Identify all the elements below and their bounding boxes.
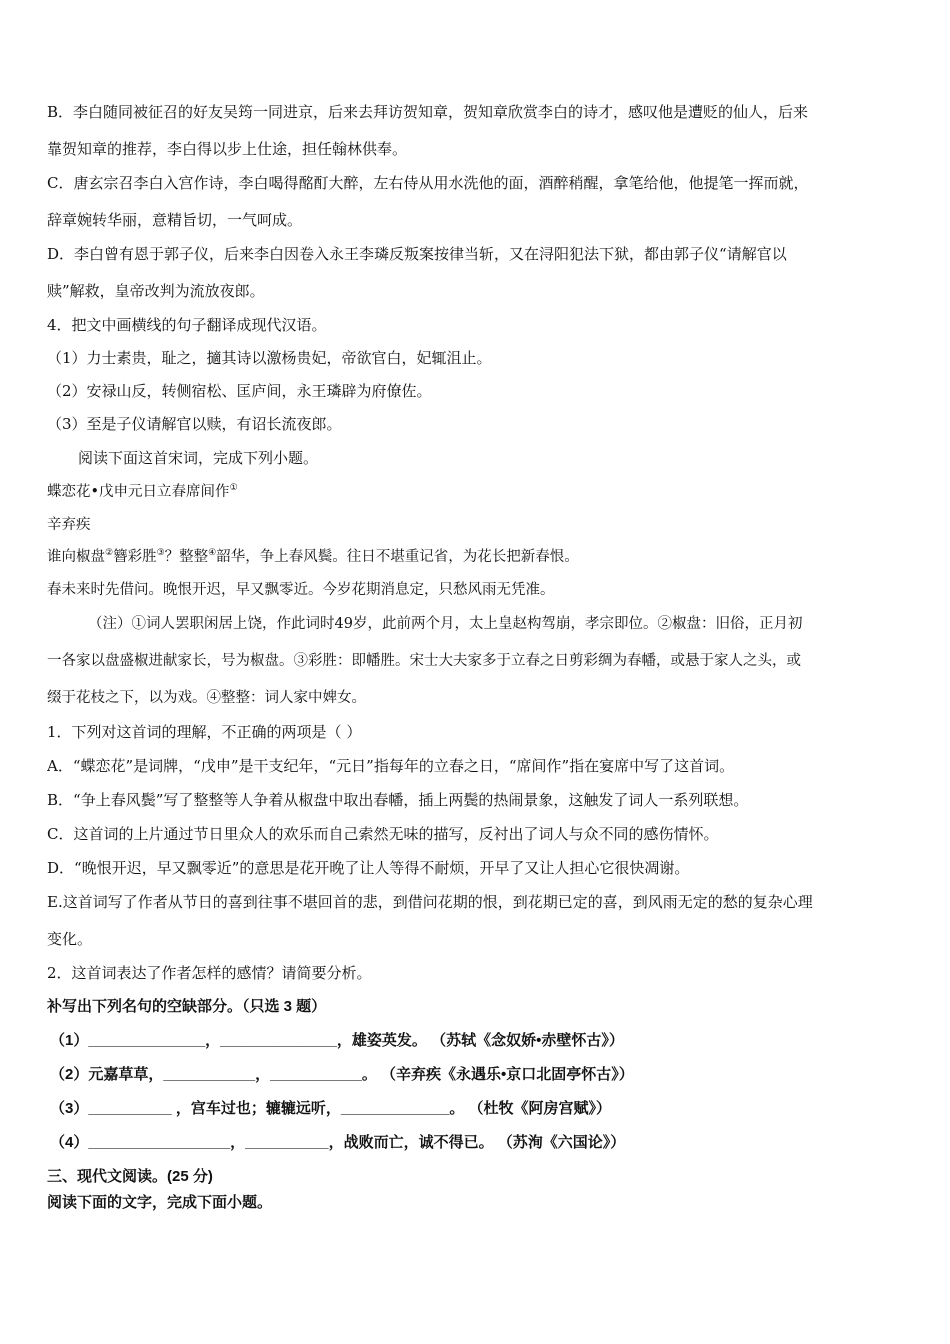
poem-author: 辛弃疾 — [47, 517, 91, 533]
pq1-option-d: D．“晚恨开迟，早又飘零近”的意思是花开晚了让人等得不耐烦，开早了又让人担心它很快凋谢。 — [47, 859, 690, 877]
pq1-option-a: A．“蝶恋花”是词牌，“戊申”是干支纪年，“元日”指每年的立春之日，“席间作”指在宴席中写了这首词。 — [47, 757, 735, 775]
q4-sentence-1: （1）力士素贵，耻之，擿其诗以激杨贵妃，帝欲官白，妃辄沮止。 — [47, 349, 492, 367]
poem-note-line1: （注）①词人罢职闲居上饶，作此词时49岁，此前两个月，太上皇赵构驾崩，孝宗即位。②椒盘：旧俗，正月初 — [88, 616, 803, 632]
poem-note-line3: 缀于花枝之下，以为戏。④整整：词人家中婢女。 — [47, 690, 366, 706]
poem-line-1-b: 簪彩胜 — [113, 549, 157, 565]
poem-line-2: 春未来时先借问。晚恨开迟，早又飘零近。今岁花期消息定，只愁风雨无凭准。 — [47, 582, 555, 598]
poem-line-1-d: 韶华，争上春风鬓。往日不堪重记省，为花长把新春恨。 — [216, 549, 579, 565]
q3-option-d-line2: 赎”解救，皇帝改判为流放夜郎。 — [47, 282, 265, 300]
q3-option-c-line1: C．唐玄宗召李白入宫作诗，李白喝得酩酊大醉，左右侍从用水洗他的面，酒醉稍醒，拿笔给他，他提笔一挥而就， — [47, 174, 809, 192]
pq1-option-e-line1: E.这首词写了作者从节日的喜到往事不堪回首的悲，到借问花期的恨，到花期已定的喜，到风雨无定的愁的复杂心理 — [47, 893, 813, 911]
poem-title — [47, 481, 906, 503]
poem-intro: 阅读下面这首宋词，完成下列小题。 — [78, 449, 319, 467]
q3-option-b-line1: B．李白随同被征召的好友吴筠一同进京，后来去拜访贺知章，贺知章欣赏李白的诗才，感叹他是遭贬的仙人，后来 — [47, 103, 809, 121]
pq1-option-e-line2: 变化。 — [47, 930, 93, 948]
poem-title-text: 蝶恋花•戊申元日立春席间作 — [47, 484, 230, 500]
fill-item-2: （2）元嘉草草，___________，___________。 （辛弃疾《永遇乐•京口北固亭怀古》） — [50, 1066, 634, 1083]
poem-line-1-c: ？整整 — [164, 549, 209, 565]
q4-prompt: 4．把文中画横线的句子翻译成现代汉语。 — [47, 316, 327, 334]
fill-item-4: （4）_________________，__________，战败而亡，诚不得已。 （苏洵《六国论》） — [50, 1134, 626, 1151]
q3-option-b-line2: 靠贺知章的推荐，李白得以步上仕途，担任翰林供奉。 — [47, 140, 408, 158]
fill-heading: 补写出下列名句的空缺部分。（只选 3 题） — [47, 998, 327, 1015]
section-3-instruction: 阅读下面的文字，完成下面小题。 — [47, 1194, 273, 1211]
q4-sentence-2: （2）安禄山反，转侧宿松、匡庐间，永王璘辟为府僚佐。 — [47, 382, 432, 400]
pq1-prompt: 1．下列对这首词的理解，不正确的两项是（ ） — [47, 723, 362, 741]
fill-item-3: （3）__________ ，宫车过也；辘辘远听，_____________。 （杜牧《阿房宫赋》） — [50, 1100, 612, 1117]
fill-item-1: （1）______________，______________，雄姿英发。 （苏轼《念奴娇•赤壁怀古》） — [50, 1032, 624, 1049]
q4-sentence-3: （3）至是子仪请解官以赎，有诏长流夜郎。 — [47, 415, 342, 433]
poem-note-line2: 一各家以盘盛椒进献家长，号为椒盘。③彩胜：即幡胜。宋士大夫家多于立春之日剪彩绸为春幡，或悬于家人之头，或 — [47, 653, 801, 669]
note-ref-4: ④ — [208, 548, 217, 559]
q3-option-d-line1: D．李白曾有恩于郭子仪，后来李白因卷入永王李璘反叛案按律当斩，又在浔阳犯法下狱，都由郭子仪“请解官以 — [47, 245, 787, 263]
pq1-option-c: C．这首词的上片通过节日里众人的欢乐而自己索然无味的描写，反衬出了词人与众不同的感伤情怀。 — [47, 825, 719, 843]
q3-option-c-line2: 辞章婉转华丽，意精旨切，一气呵成。 — [47, 211, 303, 229]
poem-title-note: ① — [229, 483, 238, 494]
section-3-heading: 三、现代文阅读。(25 分) — [47, 1168, 213, 1185]
note-ref-2: ② — [105, 548, 114, 559]
note-ref-3: ③ — [156, 548, 165, 559]
pq1-option-b: B．“争上春风鬓”写了整整等人争着从椒盘中取出春幡，插上两鬓的热闹景象，这触发了词人一系列联想。 — [47, 791, 749, 809]
poem-line-1-a: 谁向椒盘 — [47, 549, 105, 565]
pq2-prompt: 2．这首词表达了作者怎样的感情？请简要分析。 — [47, 964, 372, 982]
poem-line-1 — [47, 546, 906, 568]
